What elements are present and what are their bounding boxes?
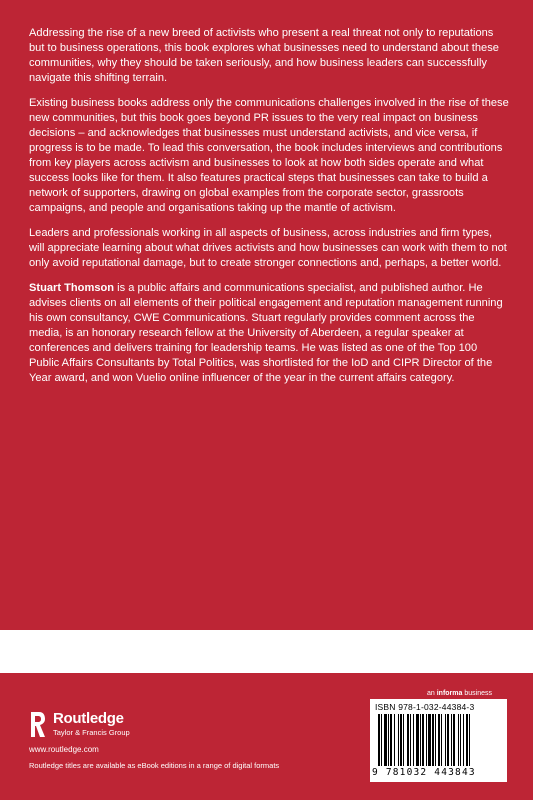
publisher-website-link[interactable]: www.routledge.com [29, 745, 99, 754]
white-divider-band [0, 630, 533, 673]
barcode-icon [378, 714, 500, 766]
informa-business-tag [427, 690, 492, 697]
publisher-name: Routledge [53, 710, 124, 727]
description-paragraph-2: Existing business books address only the communications challenges involved in the rise of these new communities, but this book goes beyond PR issues to the very real impact on business decisions – and acknowledges that businesses must understand activists, and vice versa, if progress is to be made. To lead this conversation, the book includes interviews and contributions from key players across activism and businesses to look at how both sides operate and what success looks like for them. It also features practical steps that businesses can take to build a network of supporters, drawing on global examples from the corporate sector, grassroots campaigns, and people and organisations taking up the mantle of activism. [29, 97, 509, 214]
informa-suffix: business [462, 690, 492, 697]
barcode-panel [370, 699, 507, 782]
author-bio-text: is a public affairs and communications specialist, and published author. He advises clients on all elements of their political engagement and reputation management running his own consultancy, CWE Communications. Stuart regularly provides comment across the media, is an honorary research fellow at the University of Aberdeen, a regular speaker at conferences and delivers training for leadership teams. He was listed as one of the Top 100 Public Affairs Consultants by Total Politics, was shortlisted for the IoD and CIPR Director of the Year award, and won Vuelio online influencer of the year in the current affairs category. [29, 282, 503, 384]
isbn-label: ISBN 978-1-032-44384-3 [375, 702, 475, 712]
author-bio [29, 281, 509, 386]
publisher-group: Taylor & Francis Group [53, 728, 130, 737]
ebook-note: Routledge titles are available as eBook editions in a range of digital formats [29, 761, 280, 770]
informa-prefix: an [427, 690, 437, 697]
description-paragraph-3: Leaders and professionals working in all aspects of business, across industries and firm types, will appreciate learning about what drives activists and how businesses can work with them to not only avoid reputational damage, but to create stronger connections and, perhaps, a better world. [29, 227, 507, 269]
back-cover-text [29, 26, 509, 396]
description-paragraph-1: Addressing the rise of a new breed of activists who present a real threat not only to reputations but to business operations, this book explores what businesses need to understand about these communities, why they should be taken seriously, and how business leaders can successfully navigate this shifting terrain. [29, 27, 499, 84]
informa-brand: informa [436, 690, 463, 697]
author-name: Stuart Thomson [29, 282, 115, 294]
barcode-digits: 9 781032 443843 [372, 767, 476, 778]
routledge-logo-icon [28, 710, 48, 740]
